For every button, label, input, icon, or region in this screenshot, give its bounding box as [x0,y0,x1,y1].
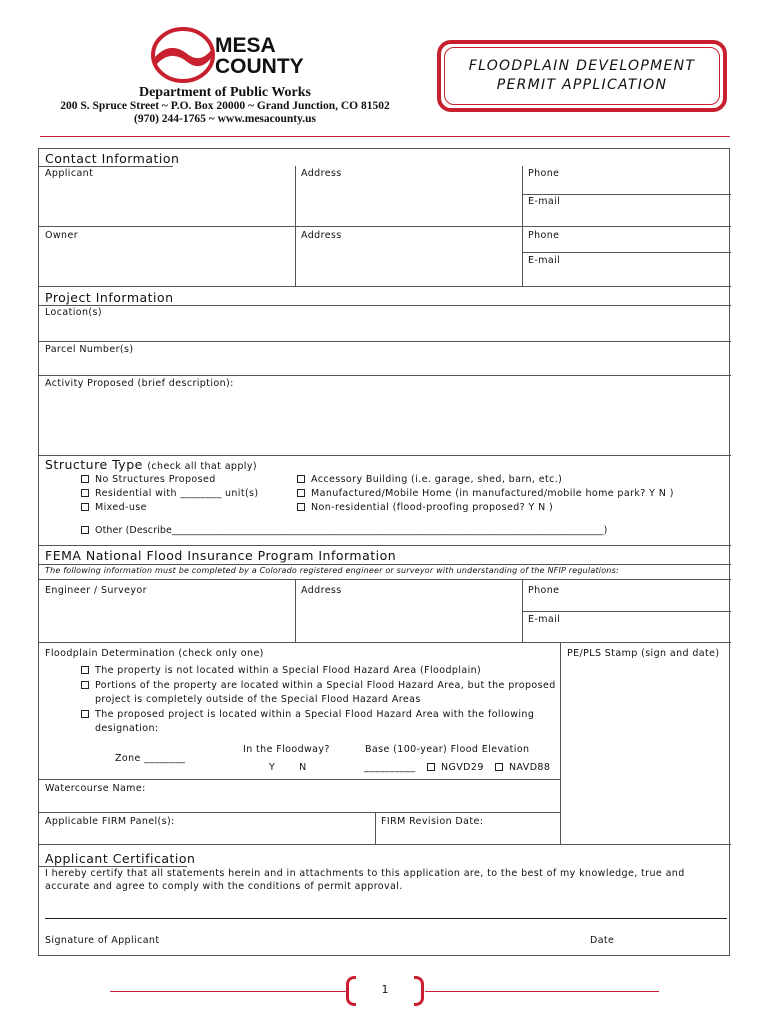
ngvd29-option[interactable] [427,762,484,773]
signature-label: Signature of Applicant [45,935,160,946]
option-label: Portions of the property are located within a Special Flood Hazard Area, but the proposed [95,680,556,691]
checkbox-icon [81,526,89,534]
option-label: Residential with ________ unit(s) [95,488,259,499]
option-label: Other (Describe_________________________________________________________________________________________) [95,525,608,536]
watercourse-label: Watercourse Name: [45,783,146,794]
form-title-line-1: FLOODPLAIN DEVELOPMENT [468,58,696,74]
footer-brace-right [414,976,424,1006]
pe-pls-stamp-area[interactable] [560,642,731,844]
certification-text: I hereby certify that all statements herein and in attachments to this application are, to the best of my knowledge, true and accurate and agree to comply with the conditions of permit approval. [45,868,685,892]
structure-heading [45,457,257,472]
checkbox-icon [81,666,89,674]
applicant-label: Applicant [45,168,94,179]
checkbox-icon [495,763,503,771]
fema-heading: FEMA National Flood Insurance Program Information [45,548,397,563]
checkbox-icon [81,489,89,497]
location-label: Location(s) [45,307,102,318]
option-label: project is completely outside of the Special Flood Hazard Areas [95,694,421,705]
structure-subheading: (check all that apply) [147,461,257,472]
owner-label: Owner [45,230,79,241]
footer-brace-left [346,976,356,1006]
floodway-y-n[interactable]: Y N [269,762,307,773]
footer-line-left [110,991,346,992]
structure-option-other[interactable] [81,525,607,536]
county-logo [150,27,320,83]
form-title-line-2: PERMIT APPLICATION [496,77,668,93]
option-label: The proposed project is located within a Special Flood Hazard Area with the following [95,709,535,720]
structure-heading-text: Structure Type [45,457,143,472]
option-label: NGVD29 [441,762,484,773]
checkbox-icon [81,475,89,483]
parcel-label: Parcel Number(s) [45,344,134,355]
owner-address-label: Address [301,230,342,241]
form-title-box [437,40,727,112]
structure-option-mixed-use[interactable] [81,502,147,513]
engineer-address-label: Address [301,585,342,596]
form-body [38,148,730,956]
engineer-email-label: E-mail [528,614,561,625]
option-label: Mixed-use [95,502,147,513]
contact-heading: Contact Information [45,151,180,166]
fema-note: The following information must be completed by a Colorado registered engineer or surveyor with understanding of the NFIP regulations: [45,566,619,575]
floodway-label: In the Floodway? [243,744,330,755]
option-label: designation: [95,723,159,734]
applicant-email-label: E-mail [528,196,561,207]
checkbox-icon [297,475,305,483]
logo-line-2: COUNTY [215,55,304,78]
checkbox-icon [81,681,89,689]
certification-heading: Applicant Certification [45,851,196,866]
footer-line-right [425,991,659,992]
option-label: Manufactured/Mobile Home (in manufactured/mobile home park? Y N ) [311,488,674,499]
location-field[interactable] [39,305,731,341]
mesa-county-logo-icon [150,27,220,83]
option-label: Accessory Building (i.e. garage, shed, barn, etc.) [311,474,563,485]
checkbox-icon [81,710,89,718]
option-label: Non-residential (flood-proofing proposed? Y N ) [311,502,554,513]
applicant-address-label: Address [301,168,342,179]
option-label: No Structures Proposed [95,474,216,485]
determination-option-not-in-sfha[interactable] [81,665,481,676]
determination-option-in-sfha[interactable] [81,709,534,720]
base-elevation-label: Base (100-year) Flood Elevation [365,744,530,755]
parcel-field[interactable] [39,341,731,375]
checkbox-icon [297,489,305,497]
owner-phone-label: Phone [528,230,560,241]
determination-option-in-sfha-cont [95,723,159,734]
structure-option-none[interactable] [81,474,216,485]
department-address: 200 S. Spruce Street ~ P.O. Box 20000 ~ Grand Junction, CO 81502 [60,100,390,112]
determination-option-partial-cont [95,694,421,705]
engineer-label: Engineer / Surveyor [45,585,147,596]
floodplain-determination-label: Floodplain Determination (check only one) [45,648,264,659]
logo-line-1: MESA [215,34,276,57]
structure-option-nonresidential[interactable] [297,502,553,513]
project-heading: Project Information [45,290,174,305]
structure-option-residential[interactable] [81,488,259,499]
base-elevation-field[interactable]: __________ [364,762,416,773]
header-divider [40,136,730,137]
engineer-phone-label: Phone [528,585,560,596]
zone-field[interactable]: Zone ________ [115,753,186,764]
option-label: NAVD88 [509,762,551,773]
checkbox-icon [427,763,435,771]
firm-panel-label: Applicable FIRM Panel(s): [45,816,175,827]
determination-option-partial[interactable] [81,680,556,691]
checkbox-icon [297,503,305,511]
firm-revision-label: FIRM Revision Date: [381,816,484,827]
checkbox-icon [81,503,89,511]
date-label: Date [590,935,615,946]
structure-option-accessory[interactable] [297,474,562,485]
page-number: 1 [381,983,389,996]
activity-label: Activity Proposed (brief description): [45,378,234,389]
signature-line[interactable] [45,918,727,919]
department-name: Department of Public Works [138,85,311,100]
department-contact: (970) 244-1765 ~ www.mesacounty.us [134,113,316,125]
navd88-option[interactable] [495,762,550,773]
applicant-phone-label: Phone [528,168,560,179]
owner-email-label: E-mail [528,255,561,266]
option-label: The property is not located within a Special Flood Hazard Area (Floodplain) [95,665,482,676]
structure-option-manufactured[interactable] [297,488,674,499]
pe-pls-stamp-label: PE/PLS Stamp (sign and date) [567,648,720,659]
